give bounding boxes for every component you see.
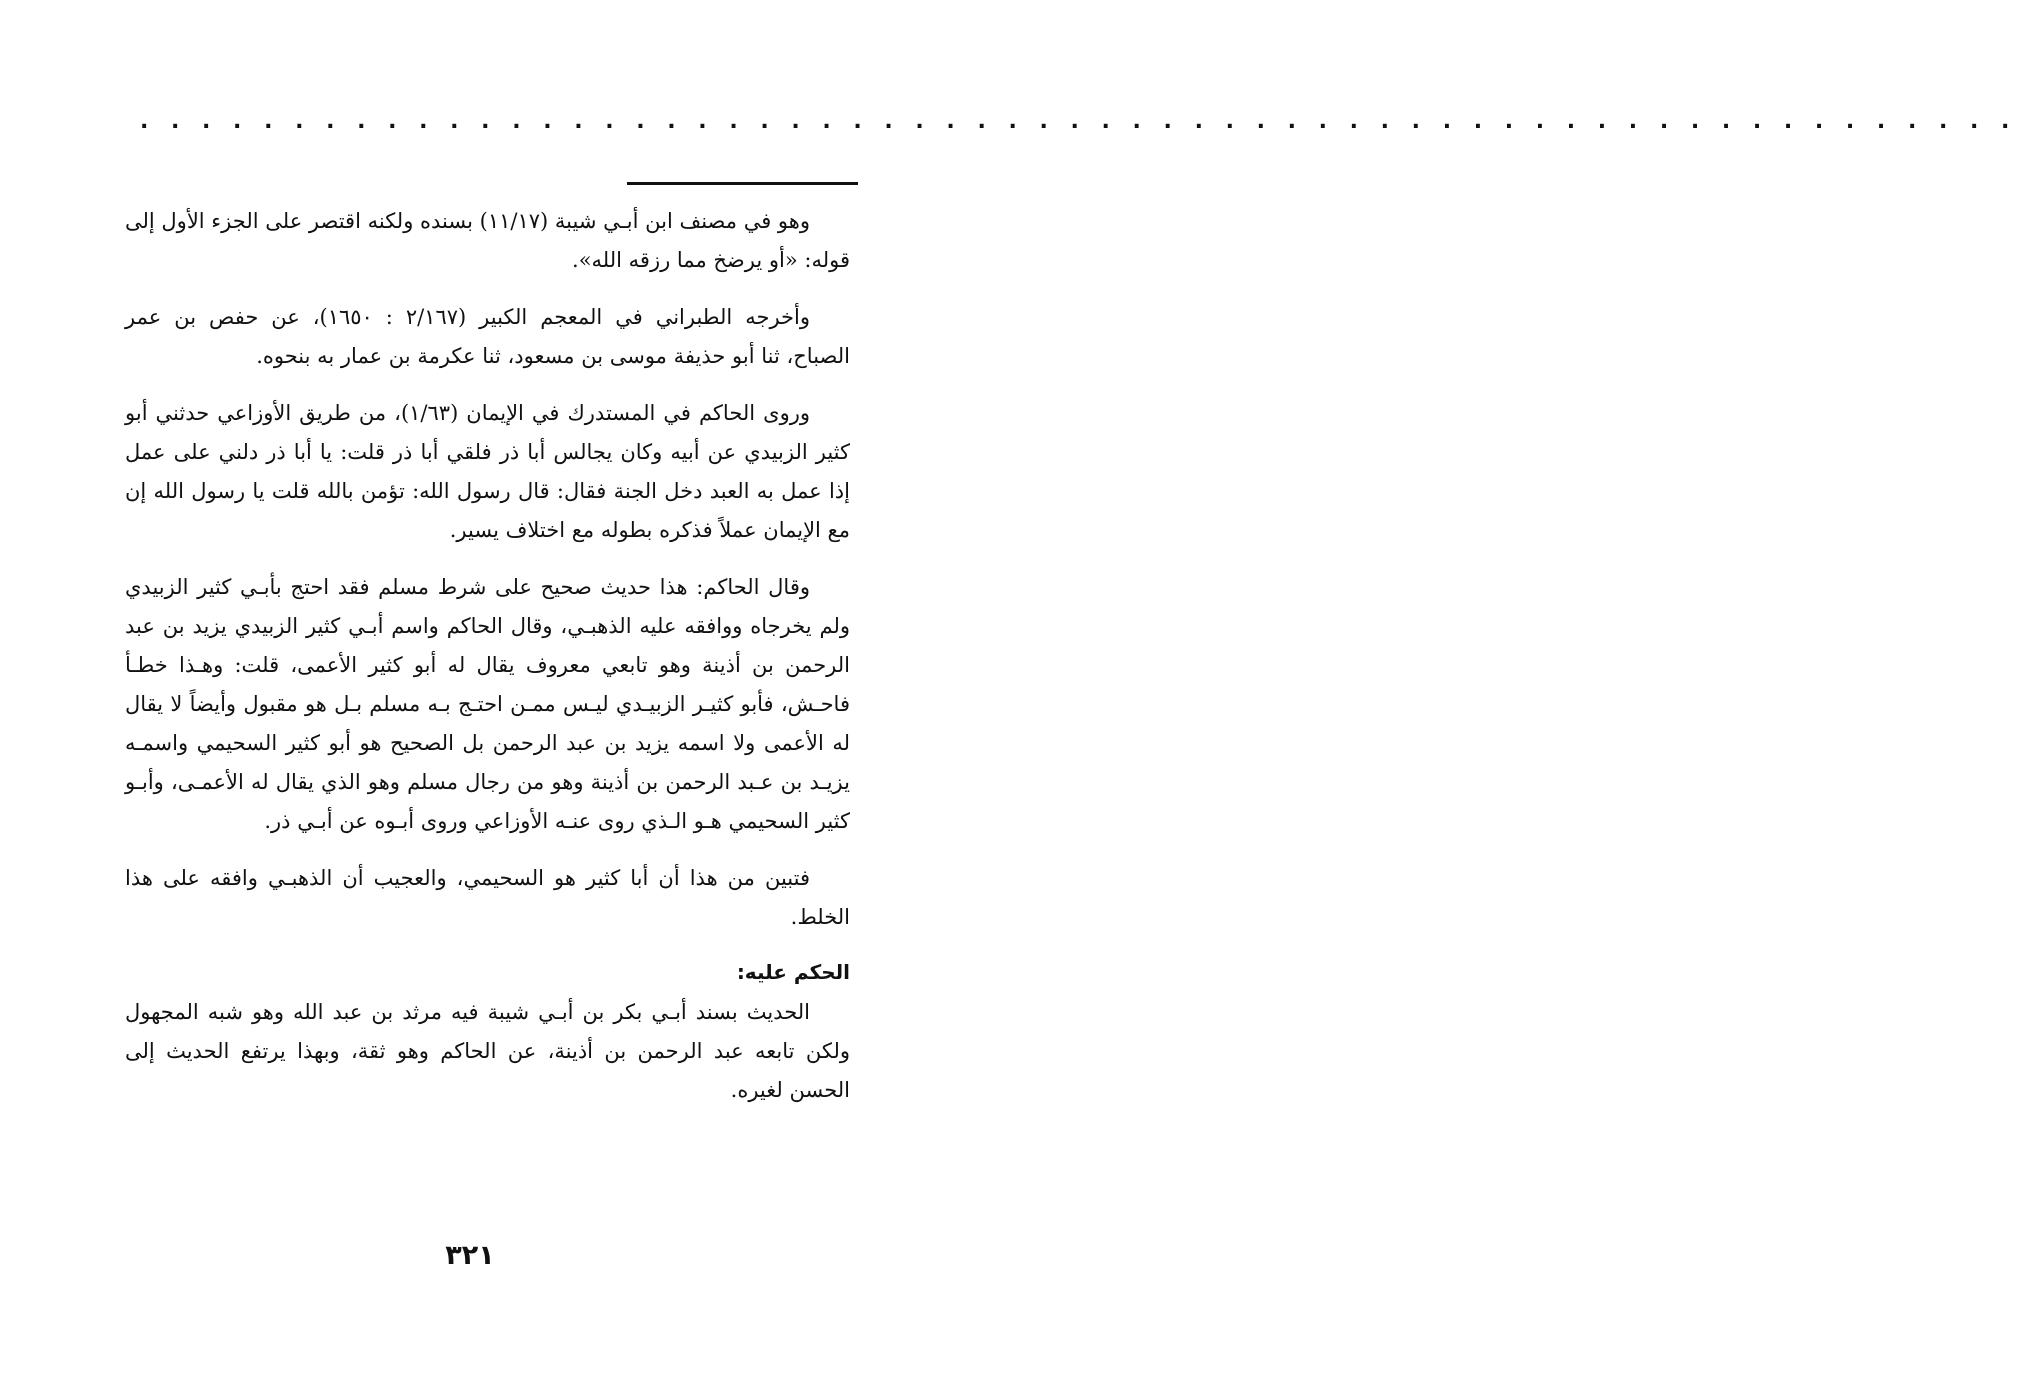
paragraph-conclusion: فتبين من هذا أن أبا كثير هو السحيمي، والعجيب أن الذهبـي وافقه على هذا الخلط.	[125, 866, 850, 929]
dotted-separator: . . . . . . . . . . . . . . . . . . . . . . . . . . . . . . . . . . . . . . . . . . . . . . . . . . . . . . . . . . . . .	[140, 109, 2017, 134]
footnote-rule	[627, 182, 858, 185]
ruling-heading: الحكم عليه:	[736, 960, 850, 984]
paragraph-hakim-comment: وقال الحاكم: هذا حديث صحيح على شرط مسلم فقد احتج بأبـي كثير الزبيدي ولم يخرجاه ووافقه عليه الذهبـي، وقال الحاكم واسم أبـي كثير الزبيدي يزيد بن عبد الرحمن بن أذينة وهو تابعي معروف يقال له أبو كثير الأعمى، قلت: وهـذا خطـأ فاحـش، فأبو كثيـر الزبيـدي ليـس ممـن احتـج بـه مسلم بـل هو مقبول وأيضاً لا يقال له الأعمى ولا اسمه يزيد بن عبد الرحمن بل الصحيح هو أبو كثير السحيمي واسمـه يزيـد بن عـبد الرحمن بن أذينة وهو من رجال مسلم وهو الذي يقال له الأعمـى، وأبـو كثير السحيمي هـو الـذي روى عنـه الأوزاعي وروى أبـوه عن أبـي ذر.	[125, 575, 850, 833]
ruling-paragraph: الحديث بسند أبـي بكر بن أبـي شيبة فيه مرثد بن عبد الله وهو شبه المجهول ولكن تابعه عبد الرحمن بن أذينة، عن الحاكم وهو ثقة، وبهذا يرتفع الحديث إلى الحسن لغيره.	[125, 1000, 850, 1102]
page-number: ٣٢١	[445, 1240, 495, 1271]
paragraph-tabarani: وأخرجه الطبراني في المعجم الكبير (٢/١٦٧ : ١٦٥٠)، عن حفص بن عمر الصباح، ثنا أبو حذيفة موسى بن مسعود، ثنا عكرمة بن عمار به بنحوه.	[125, 305, 850, 368]
paragraph-musannaf: وهو في مصنف ابن أبـي شيبة (١١/١٧) بسنده ولكنه اقتصر على الجزء الأول إلى قوله: «أو يرضخ مما رزقه الله».	[125, 209, 850, 272]
paragraph-hakim-mustadrak: وروى الحاكم في المستدرك في الإيمان (١/٦٣)، من طريق الأوزاعي حدثني أبو كثير الزبيدي عن أبيه وكان يجالس أبا ذر فلقي أبا ذر قلت: يا أبا ذر دلني على عمل إذا عمل به العبد دخل الجنة فقال: قال رسول الله: تؤمن بالله قلت يا رسول الله إن مع الإيمان عملاً فذكره بطوله مع اختلاف يسير.	[125, 401, 850, 542]
page-body	[125, 202, 850, 1128]
